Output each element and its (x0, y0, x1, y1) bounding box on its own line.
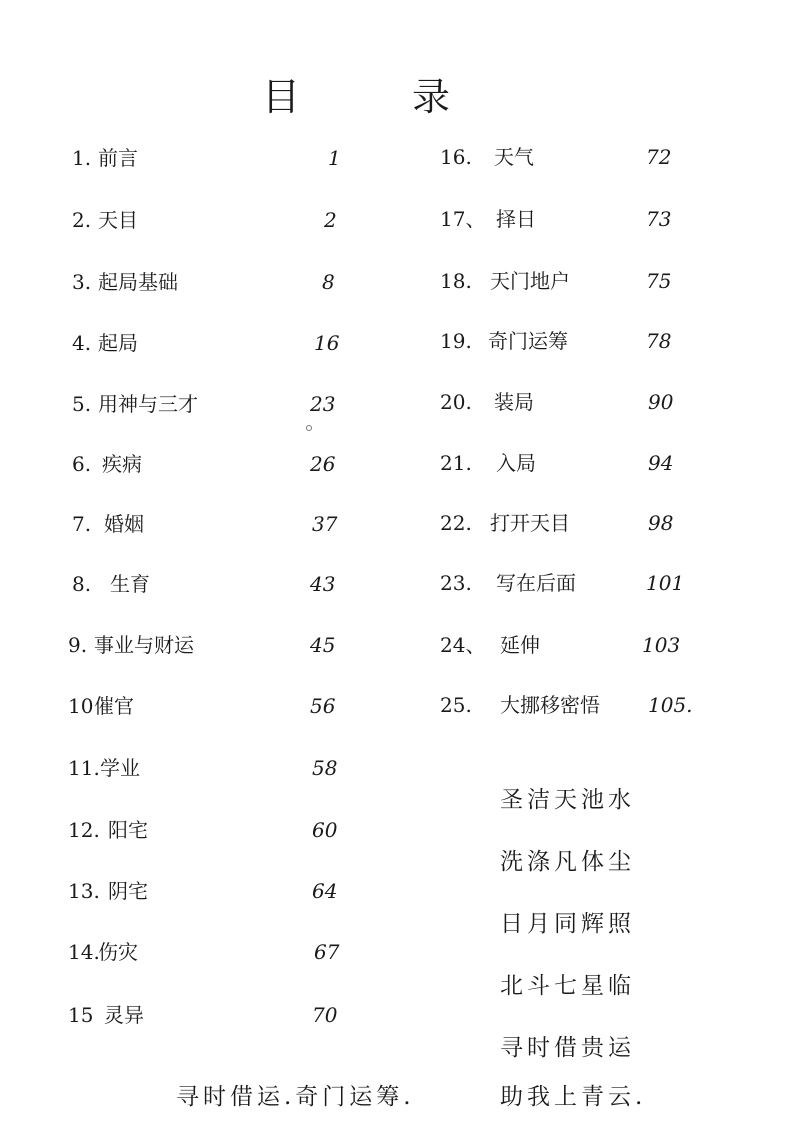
entry-number: 16. (440, 145, 472, 169)
entry-page: 37 (312, 512, 338, 536)
entry-page: 67 (314, 940, 340, 964)
paper-speck (306, 425, 312, 431)
entry-page: 105. (648, 693, 693, 717)
entry-title: 写在后面 (496, 571, 576, 595)
entry-page: 103 (642, 633, 681, 657)
entry-number: 10 (68, 694, 94, 718)
entry-number: 15 (68, 1003, 94, 1027)
entry-page: 8 (322, 270, 335, 294)
poem-line: 圣洁天池水 (500, 787, 635, 813)
entry-title: 天目 (98, 208, 138, 232)
entry-page: 1 (328, 146, 341, 170)
entry-title: 大挪移密悟 (500, 693, 600, 717)
entry-number: 20. (440, 390, 472, 414)
entry-page: 94 (648, 451, 674, 475)
entry-number: 13. (68, 879, 100, 903)
entry-title: 伤灾 (98, 940, 138, 964)
footer-text: 寻时借运.奇门运筹. (176, 1084, 415, 1110)
entry-title: 阴宅 (108, 879, 148, 903)
entry-title: 前言 (98, 146, 138, 170)
entry-title: 婚姻 (104, 512, 144, 536)
entry-number: 24、 (440, 633, 486, 657)
poem-line: 北斗七星临 (500, 973, 635, 999)
entry-title: 打开天目 (490, 511, 570, 535)
page-title (262, 66, 452, 121)
poem-line: 寻时借贵运 (500, 1035, 635, 1061)
entry-number: 17、 (440, 207, 486, 231)
entry-page: 56 (310, 694, 336, 718)
entry-number: 7. (72, 512, 92, 536)
entry-number: 18. (440, 269, 472, 293)
entry-title: 阳宅 (108, 818, 148, 842)
entry-number: 1. (72, 146, 92, 170)
entry-title: 疾病 (102, 452, 142, 476)
entry-title: 择日 (496, 207, 536, 231)
entry-title: 延伸 (500, 633, 540, 657)
entry-title: 起局基础 (98, 270, 178, 294)
entry-page: 101 (646, 571, 685, 595)
entry-title: 天气 (494, 145, 534, 169)
entry-title: 催官 (94, 694, 134, 718)
entry-title: 装局 (494, 390, 534, 414)
entry-number: 21. (440, 451, 472, 475)
entry-number: 25. (440, 693, 472, 717)
entry-number: 9. (68, 633, 88, 657)
entry-title: 事业与财运 (94, 633, 194, 657)
entry-number: 2. (72, 208, 92, 232)
entry-number: 3. (72, 270, 92, 294)
entry-page: 16 (314, 331, 340, 355)
entry-page: 26 (310, 452, 336, 476)
poem-last-line: 助我上青云. (500, 1084, 647, 1110)
entry-title: 灵异 (104, 1003, 144, 1027)
entry-number: 12. (68, 818, 100, 842)
entry-title: 起局 (98, 331, 138, 355)
entry-title: 生育 (110, 572, 150, 596)
entry-number: 8. (72, 572, 92, 596)
entry-title: 入局 (496, 451, 536, 475)
entry-page: 58 (312, 756, 338, 780)
entry-page: 75 (646, 269, 672, 293)
entry-page: 43 (310, 572, 336, 596)
entry-number: 4. (72, 331, 92, 355)
poem-line: 日月同辉照 (500, 911, 635, 937)
title-char-2: 录 (411, 75, 452, 119)
entry-title: 奇门运筹 (488, 329, 568, 353)
entry-page: 90 (648, 390, 674, 414)
poem-block (500, 780, 635, 1090)
entry-page: 78 (646, 329, 672, 353)
entry-number: 23. (440, 571, 472, 595)
title-char-1: 目 (262, 75, 303, 119)
entry-number: 5. (72, 392, 92, 416)
entry-page: 98 (648, 511, 674, 535)
entry-page: 64 (312, 879, 338, 903)
entry-number: 6. (72, 452, 92, 476)
entry-page: 72 (646, 145, 672, 169)
entry-page: 60 (312, 818, 338, 842)
entry-page: 23 (310, 392, 336, 416)
entry-page: 73 (646, 207, 672, 231)
entry-number: 22. (440, 511, 472, 535)
entry-number: 11. (68, 756, 100, 780)
entry-title: 用神与三才 (98, 392, 198, 416)
poem-line: 洗涤凡体尘 (500, 849, 635, 875)
entry-page: 45 (310, 633, 336, 657)
entry-title: 天门地户 (490, 269, 570, 293)
entry-page: 70 (312, 1003, 338, 1027)
entry-number: 14. (68, 940, 100, 964)
entry-page: 2 (324, 208, 337, 232)
entry-number: 19. (440, 329, 472, 353)
entry-title: 学业 (100, 756, 140, 780)
